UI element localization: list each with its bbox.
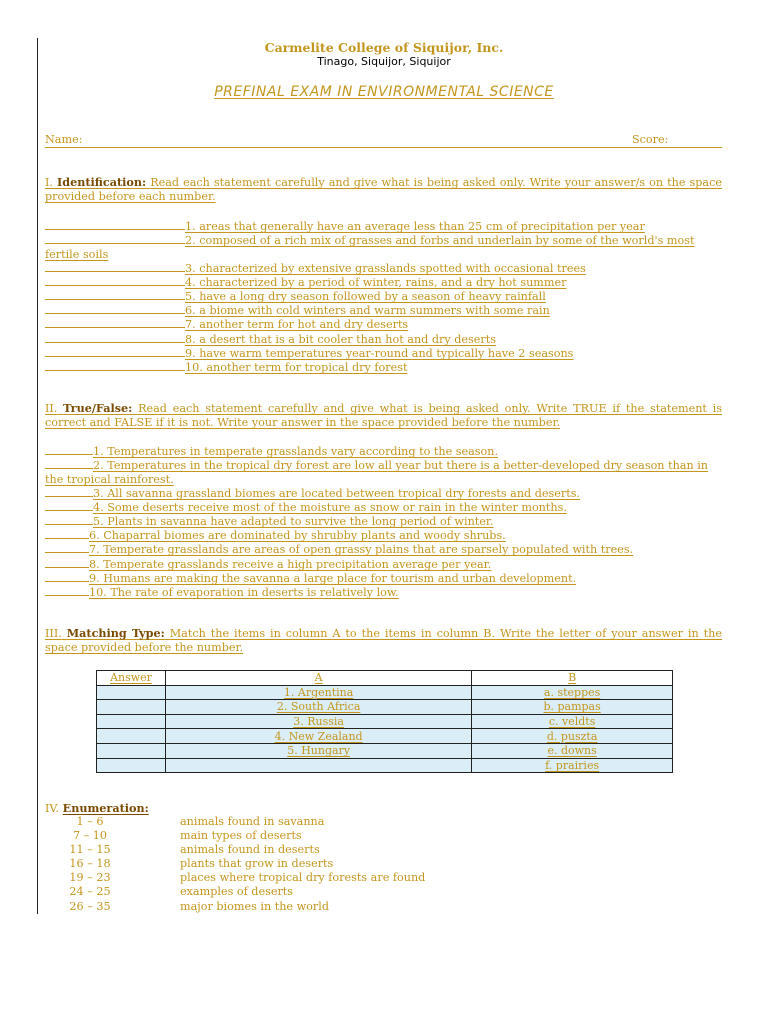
exam-title: PREFINAL EXAM IN ENVIRONMENTAL SCIENCE [214, 84, 554, 100]
answer-blank[interactable] [45, 485, 93, 497]
left-margin-line [37, 38, 38, 914]
answer-blank[interactable] [45, 316, 185, 328]
id-item[interactable]: 2. composed of a rich mix of grasses and forbs and underlain by some of the world's most fertile soils [45, 234, 695, 261]
enum-label: places where tropical dry forests are found [180, 871, 426, 884]
answer-blank[interactable] [45, 260, 185, 272]
id-item[interactable]: 5. have a long dry season followed by a season of heavy rainfall [45, 288, 722, 304]
section3-title: Matching Type: [66, 626, 165, 640]
section4-heading [45, 801, 149, 816]
enum-item[interactable] [45, 900, 329, 914]
section4-title: Enumeration: [62, 801, 149, 815]
table-row [97, 700, 673, 715]
enum-label: major biomes in the world [180, 900, 330, 913]
answer-blank[interactable] [45, 513, 93, 525]
column-a-cell: 4. New Zealand [166, 729, 472, 744]
answer-blank[interactable] [45, 274, 185, 286]
matching-table [96, 670, 673, 773]
header-a: A [166, 671, 472, 686]
section2-instructions [45, 401, 722, 430]
id-item[interactable]: 9. have warm temperatures year-round and typically have 2 seasons [45, 345, 722, 361]
answer-blank[interactable] [45, 302, 185, 314]
section2-title: True/False: [63, 401, 133, 415]
answer-blank[interactable] [45, 443, 93, 455]
section1-number: I. [45, 176, 53, 189]
answer-blank[interactable] [45, 570, 89, 582]
table-row [97, 685, 673, 700]
college-address: Tinago, Siquijor, Siquijor [317, 55, 451, 68]
table-row [97, 743, 673, 758]
enum-label: animals found in savanna [180, 815, 325, 828]
section4-number: IV. [45, 802, 60, 815]
answer-cell[interactable] [97, 685, 166, 700]
tf-item[interactable]: 5. Plants in savanna have adapted to survive the long period of winter. [45, 513, 722, 529]
header-b: B [472, 671, 673, 686]
column-b-cell: d. puszta [472, 729, 673, 744]
answer-blank[interactable] [45, 345, 185, 357]
column-b-cell: f. prairies [472, 758, 673, 773]
answer-blank[interactable] [45, 359, 185, 371]
answer-blank[interactable] [45, 584, 89, 596]
enum-label: animals found in deserts [180, 843, 320, 856]
column-b-cell: e. downs [472, 743, 673, 758]
column-b-cell: c. veldts [472, 714, 673, 729]
id-item[interactable]: 4. characterized by a period of winter, rains, and a dry hot summer [45, 274, 722, 290]
answer-cell[interactable] [97, 729, 166, 744]
enum-range[interactable]: 1 – 6 [76, 815, 104, 828]
answer-blank[interactable] [45, 457, 93, 469]
id-item[interactable]: 3. characterized by extensive grasslands spotted with occasional trees [45, 260, 722, 276]
answer-blank[interactable] [45, 527, 89, 539]
table-row [97, 714, 673, 729]
name-label: Name: [45, 133, 83, 146]
section2-instructions-text: Read each statement carefully and give what is being asked only. Write TRUE if the statement is correct and FALSE if it is not. Write your answer in the space provided before the number. [45, 402, 722, 429]
answer-blank[interactable] [45, 541, 89, 553]
enum-range[interactable]: 24 – 25 [69, 885, 111, 898]
enum-item[interactable] [45, 843, 320, 857]
column-b-cell: b. pampas [472, 700, 673, 715]
id-item[interactable]: 8. a desert that is a bit cooler than hot and dry deserts [45, 331, 722, 347]
tf-item[interactable]: 7. Temperate grasslands are areas of open grassy plains that are sparsely populated with trees. [45, 541, 722, 557]
tf-item[interactable]: 8. Temperate grasslands receive a high precipitation average per year. [45, 556, 722, 572]
answer-blank[interactable] [45, 499, 93, 511]
section1-instructions [45, 175, 722, 204]
enum-range[interactable]: 16 – 18 [69, 857, 111, 870]
name-score-row[interactable] [45, 133, 722, 148]
section1-title: Identification: [57, 175, 147, 189]
answer-blank[interactable] [45, 331, 185, 343]
answer-cell[interactable] [97, 758, 166, 773]
answer-blank[interactable] [45, 556, 89, 568]
column-a-cell: 1. Argentina [166, 685, 472, 700]
tf-item[interactable]: 6. Chaparral biomes are dominated by shrubby plants and woody shrubs. [45, 527, 722, 543]
table-row [97, 758, 673, 773]
tf-item[interactable]: 3. All savanna grassland biomes are located between tropical dry forests and deserts. [45, 485, 722, 501]
column-a-cell [166, 758, 472, 773]
tf-item[interactable]: 9. Humans are making the savanna a large place for tourism and urban development. [45, 570, 722, 586]
section3-instructions [45, 626, 722, 655]
column-a-cell: 2. South Africa [166, 700, 472, 715]
enum-range[interactable]: 19 – 23 [69, 871, 111, 884]
answer-cell[interactable] [97, 743, 166, 758]
enum-item[interactable] [45, 815, 324, 829]
tf-item[interactable]: 4. Some deserts receive most of the moisture as snow or rain in the winter months. [45, 499, 722, 515]
tf-item[interactable]: 10. The rate of evaporation in deserts is relatively low. [45, 584, 722, 600]
answer-blank[interactable] [45, 232, 185, 244]
enum-item[interactable] [45, 829, 302, 843]
answer-cell[interactable] [97, 714, 166, 729]
enum-item[interactable] [45, 871, 425, 885]
enum-label: examples of deserts [180, 885, 294, 898]
answer-blank[interactable] [45, 218, 185, 230]
enum-range[interactable]: 11 – 15 [69, 843, 111, 856]
header-answer: Answer [97, 671, 166, 686]
table-header-row [97, 671, 673, 686]
id-item[interactable]: 1. areas that generally have an average less than 25 cm of precipitation per year [45, 218, 722, 234]
enum-label: plants that grow in deserts [180, 857, 334, 870]
id-item[interactable]: 7. another term for hot and dry deserts [45, 316, 722, 332]
tf-item[interactable]: 2. Temperatures in the tropical dry forest are low all year but there is a better-developed dry season than in the tropical rainforest. [45, 459, 708, 486]
answer-blank[interactable] [45, 288, 185, 300]
column-a-cell: 5. Hungary [166, 743, 472, 758]
id-item[interactable]: 6. a biome with cold winters and warm summers with some rain [45, 302, 722, 318]
section1-instructions-text: Read each statement carefully and give what is being asked only. Write your answer/s on the space provided before each number. [45, 176, 722, 203]
section3-number: III. [45, 627, 62, 640]
enum-item[interactable] [45, 857, 333, 871]
section3-instructions-text: Match the items in column A to the items in column B. Write the letter of your answer in the space provided before the number. [45, 627, 723, 654]
answer-cell[interactable] [97, 700, 166, 715]
id-item[interactable]: 10. another term for tropical dry forest [45, 359, 722, 375]
tf-item[interactable]: 1. Temperatures in temperate grasslands vary according to the season. [45, 443, 722, 459]
enum-range[interactable]: 7 – 10 [72, 829, 108, 842]
enum-item[interactable] [45, 885, 293, 899]
college-name: Carmelite College of Siquijor, Inc. [264, 40, 504, 55]
enum-label: main types of deserts [180, 829, 302, 842]
score-label: Score: [632, 133, 669, 146]
enum-range[interactable]: 26 – 35 [69, 900, 111, 913]
column-a-cell: 3. Russia [166, 714, 472, 729]
section2-number: II. [45, 402, 58, 415]
table-row [97, 729, 673, 744]
column-b-cell: a. steppes [472, 685, 673, 700]
